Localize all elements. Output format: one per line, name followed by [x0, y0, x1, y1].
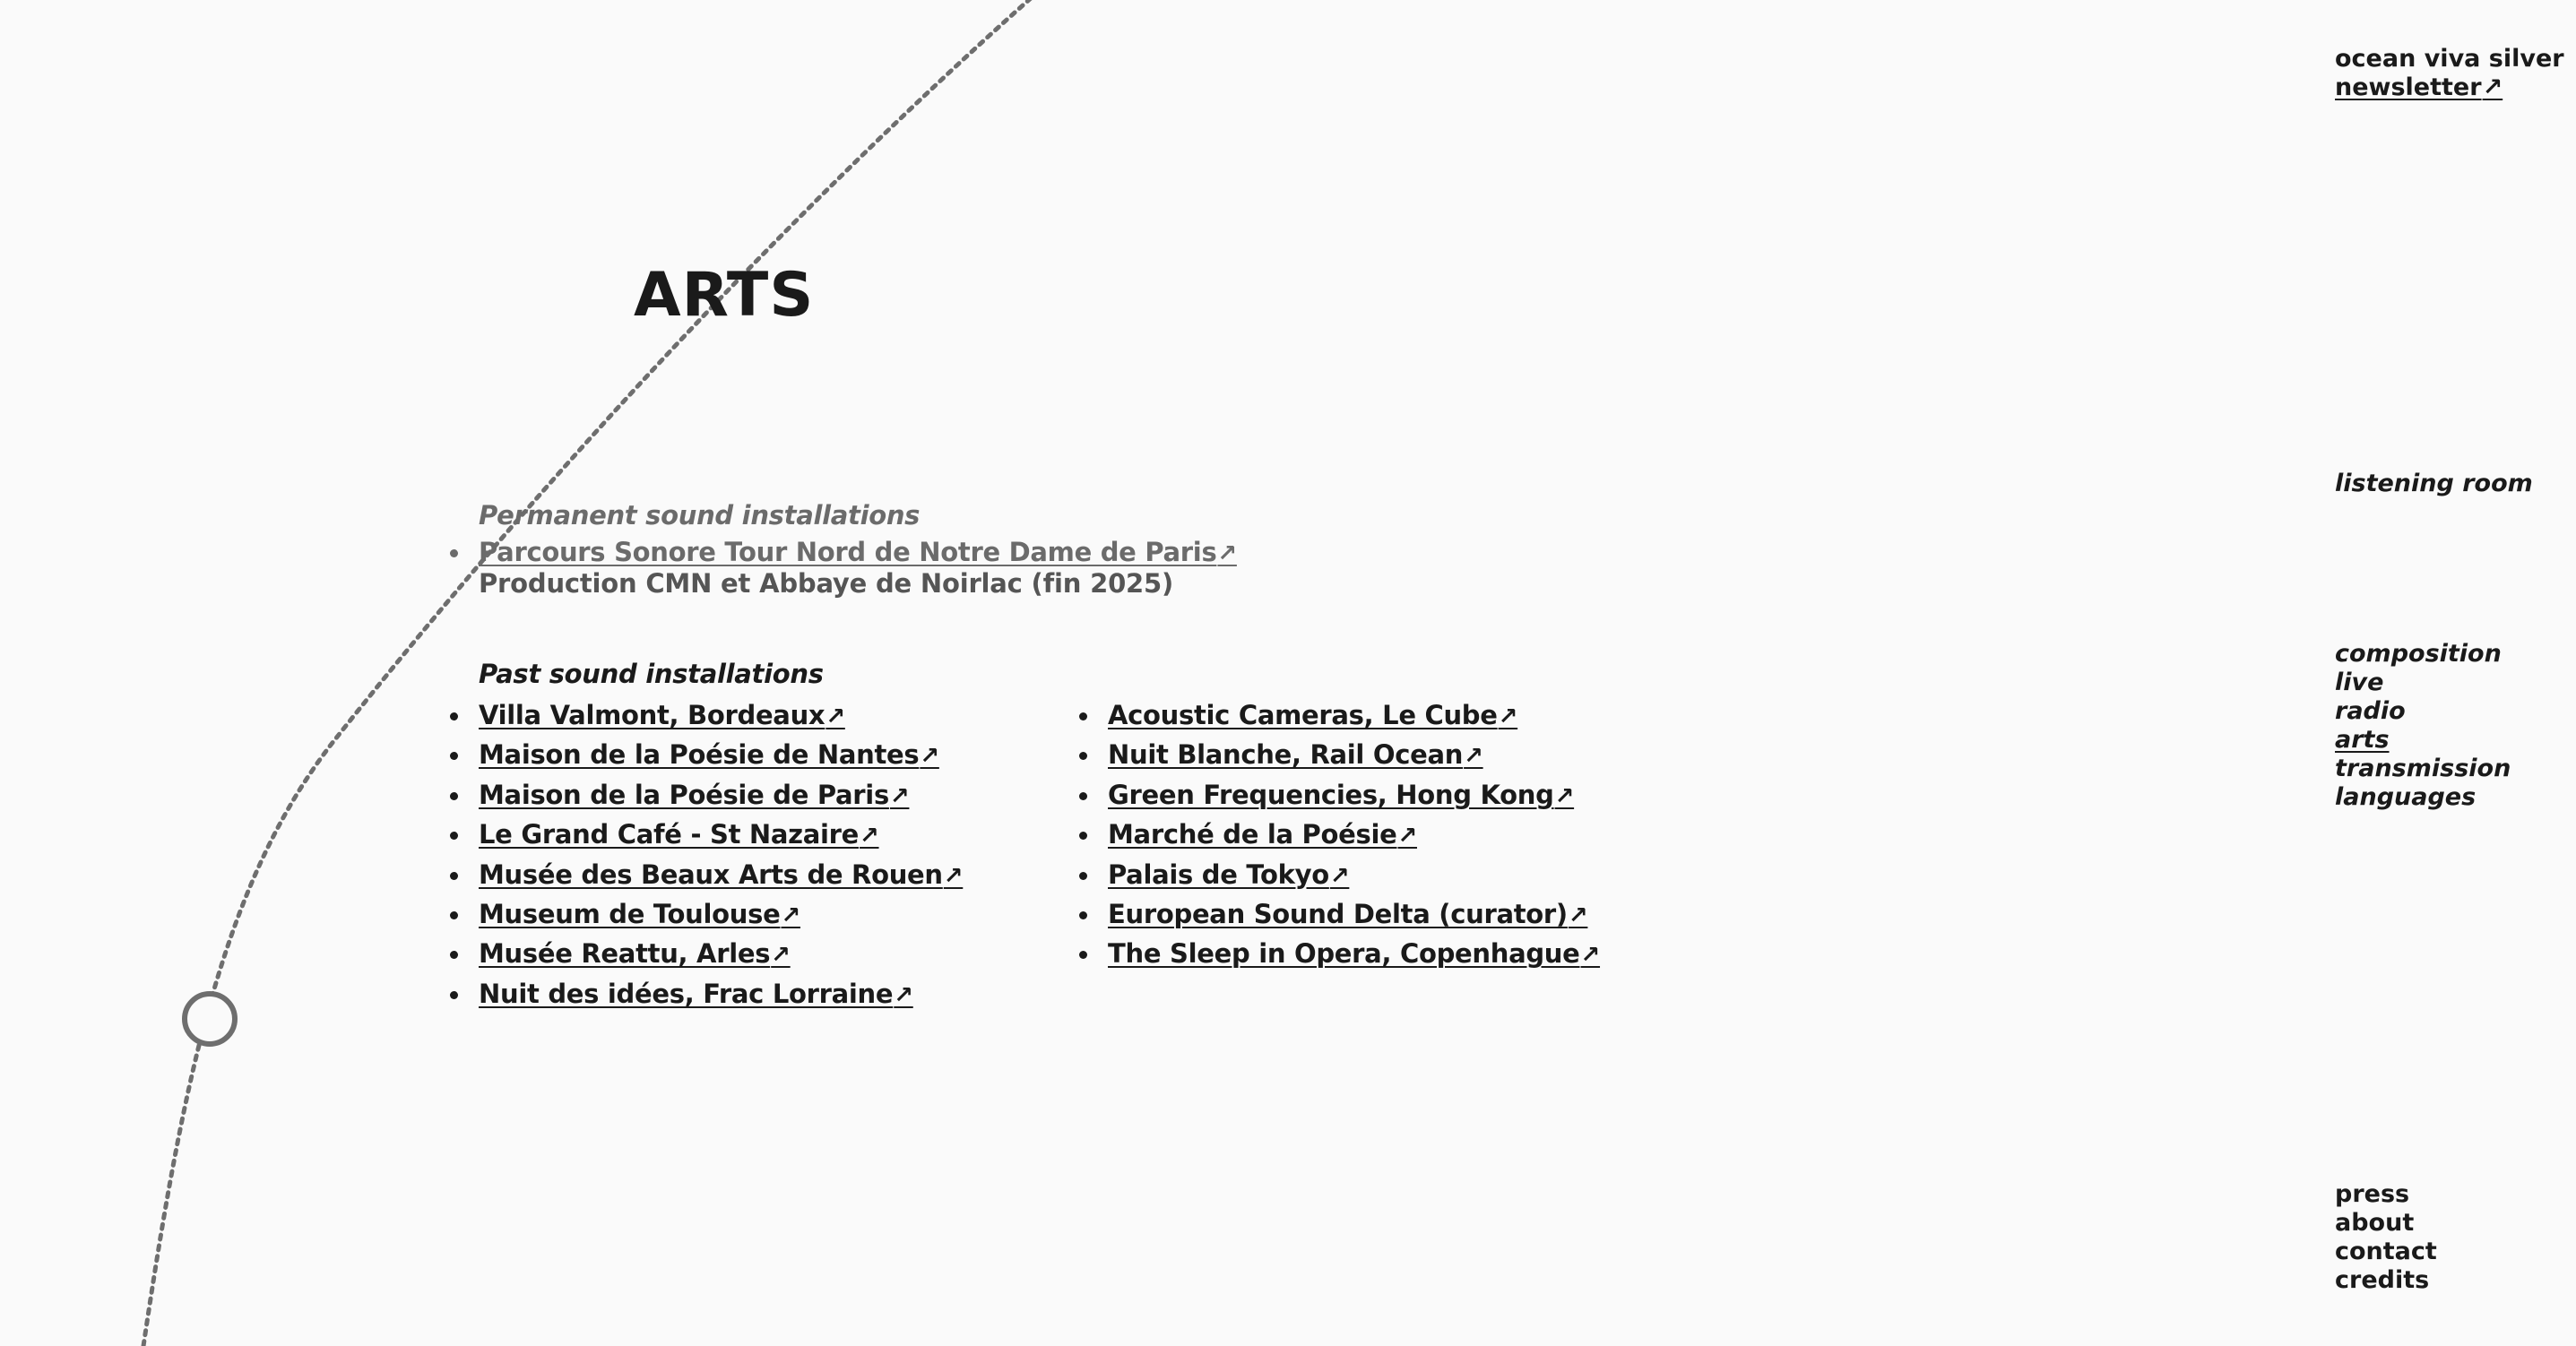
installation-link-museum-de-toulouse[interactable]: [479, 899, 800, 929]
nav-arts[interactable]: arts: [2335, 726, 2390, 754]
nav-listening-room[interactable]: listening room: [2335, 470, 2533, 497]
installation-label: Green Frequencies, Hong Kong: [1108, 779, 1554, 810]
installation-item: [1077, 815, 1600, 854]
installation-item: [1077, 695, 1600, 735]
installation-link-le-grand-cafe-st-nazaire[interactable]: [479, 819, 879, 850]
external-link-icon: ↗: [1568, 902, 1588, 929]
installation-link-green-frequencies-hong-kong[interactable]: [1108, 780, 1574, 810]
external-link-icon: ↗: [860, 823, 879, 850]
installation-link-marche-de-la-poesie[interactable]: [1108, 819, 1417, 850]
installation-label: European Sound Delta (curator): [1108, 898, 1568, 929]
page-title: ARTS: [634, 260, 815, 331]
installation-label: Acoustic Cameras, Le Cube: [1108, 700, 1498, 730]
installation-label: Musée des Beaux Arts de Rouen: [479, 859, 943, 890]
external-link-icon: ↗: [771, 942, 791, 970]
footer-press[interactable]: press: [2335, 1180, 2410, 1208]
nav-live[interactable]: live: [2335, 669, 2384, 696]
past-installations-heading: Past sound installations: [479, 659, 824, 689]
installation-link-european-sound-delta-curator[interactable]: [1108, 899, 1587, 929]
installation-label: Maison de la Poésie de Nantes: [479, 739, 920, 771]
installation-item: [448, 894, 963, 934]
header-block: [2335, 45, 2564, 102]
installation-link-parcours-sonore-tour-nord-de-notre-dame-de-paris[interactable]: [479, 537, 1237, 567]
installation-label: Nuit Blanche, Rail Ocean: [1108, 739, 1464, 771]
installation-link-maison-de-la-poesie-de-paris[interactable]: [479, 780, 909, 810]
external-link-icon: ↗: [1397, 823, 1417, 850]
installation-item: [1077, 735, 1600, 774]
footer-about[interactable]: about: [2335, 1209, 2415, 1237]
external-link-icon: ↗: [894, 981, 913, 1009]
installation-link-nuit-des-idees-frac-lorraine[interactable]: [479, 979, 913, 1009]
installation-link-acoustic-cameras-le-cube[interactable]: [1108, 700, 1517, 730]
production-note: Production CMN et Abbaye de Noirlac (fin 2025): [479, 568, 1174, 599]
external-link-icon: ↗: [781, 902, 800, 929]
installation-label: Palais de Tokyo: [1108, 859, 1329, 890]
nav-composition[interactable]: composition: [2335, 640, 2502, 668]
footer-credits[interactable]: credits: [2335, 1266, 2430, 1294]
installation-item: [1077, 934, 1600, 973]
external-link-icon: ↗: [1498, 703, 1518, 730]
installation-item: [1077, 775, 1600, 815]
footer-nav: [2335, 1180, 2437, 1295]
installation-link-villa-valmont-bordeaux[interactable]: [479, 700, 845, 730]
listening-room-block: [2335, 470, 2533, 498]
installation-item: [1077, 855, 1600, 894]
installation-link-musee-des-beaux-arts-de-rouen[interactable]: [479, 859, 963, 890]
orbit-position-marker[interactable]: [185, 994, 235, 1044]
permanent-installations-heading: Permanent sound installations: [479, 500, 921, 531]
nav-radio[interactable]: radio: [2335, 697, 2406, 725]
footer-contact[interactable]: contact: [2335, 1238, 2437, 1265]
external-link-icon: ↗: [1329, 862, 1350, 890]
installation-label: Parcours Sonore Tour Nord de Notre Dame de Paris: [479, 537, 1217, 567]
nav-languages[interactable]: languages: [2335, 783, 2477, 811]
past-installations-list-left: [448, 695, 963, 1014]
installation-item: [1077, 894, 1600, 934]
external-link-icon: ↗: [920, 743, 939, 771]
installation-item: [448, 815, 963, 854]
external-link-icon: ↗: [2482, 73, 2503, 101]
installation-item: [448, 532, 1237, 572]
installation-item: [448, 695, 963, 735]
installation-item: [448, 855, 963, 894]
installation-item: [448, 934, 963, 973]
installation-link-nuit-blanche-rail-ocean[interactable]: [1108, 739, 1483, 770]
installation-label: Villa Valmont, Bordeaux: [479, 700, 826, 730]
installation-label: Musée Reattu, Arles: [479, 938, 771, 970]
installation-label: Museum de Toulouse: [479, 898, 781, 929]
installation-link-the-sleep-in-opera-copenhague[interactable]: [1108, 938, 1600, 969]
installation-item: [448, 735, 963, 774]
external-link-icon: ↗: [1554, 782, 1575, 810]
main-nav: [2335, 640, 2511, 812]
permanent-installations-list: [448, 532, 1237, 572]
external-link-icon: ↗: [943, 862, 964, 890]
installation-item: [448, 775, 963, 815]
installation-label: The Sleep in Opera, Copenhague: [1108, 938, 1580, 970]
installation-link-palais-de-tokyo[interactable]: [1108, 859, 1349, 890]
past-installations-list-right: [1077, 695, 1600, 974]
installation-label: Nuit des idées, Frac Lorraine: [479, 978, 894, 1009]
site-name: ocean viva silver: [2335, 45, 2564, 73]
installation-label: Le Grand Café - St Nazaire: [479, 819, 860, 850]
external-link-icon: ↗: [826, 703, 845, 730]
installation-link-maison-de-la-poesie-de-nantes[interactable]: [479, 739, 939, 770]
installation-item: [448, 974, 963, 1014]
installation-label: Maison de la Poésie de Paris: [479, 779, 889, 810]
external-link-icon: ↗: [1217, 540, 1237, 567]
external-link-icon: ↗: [1580, 942, 1601, 970]
external-link-icon: ↗: [1464, 743, 1483, 771]
newsletter-link[interactable]: newsletter↗: [2335, 73, 2503, 101]
nav-transmission[interactable]: transmission: [2335, 755, 2511, 782]
external-link-icon: ↗: [889, 782, 910, 810]
installation-label: Marché de la Poésie: [1108, 819, 1397, 850]
installation-link-musee-reattu-arles[interactable]: [479, 938, 791, 969]
